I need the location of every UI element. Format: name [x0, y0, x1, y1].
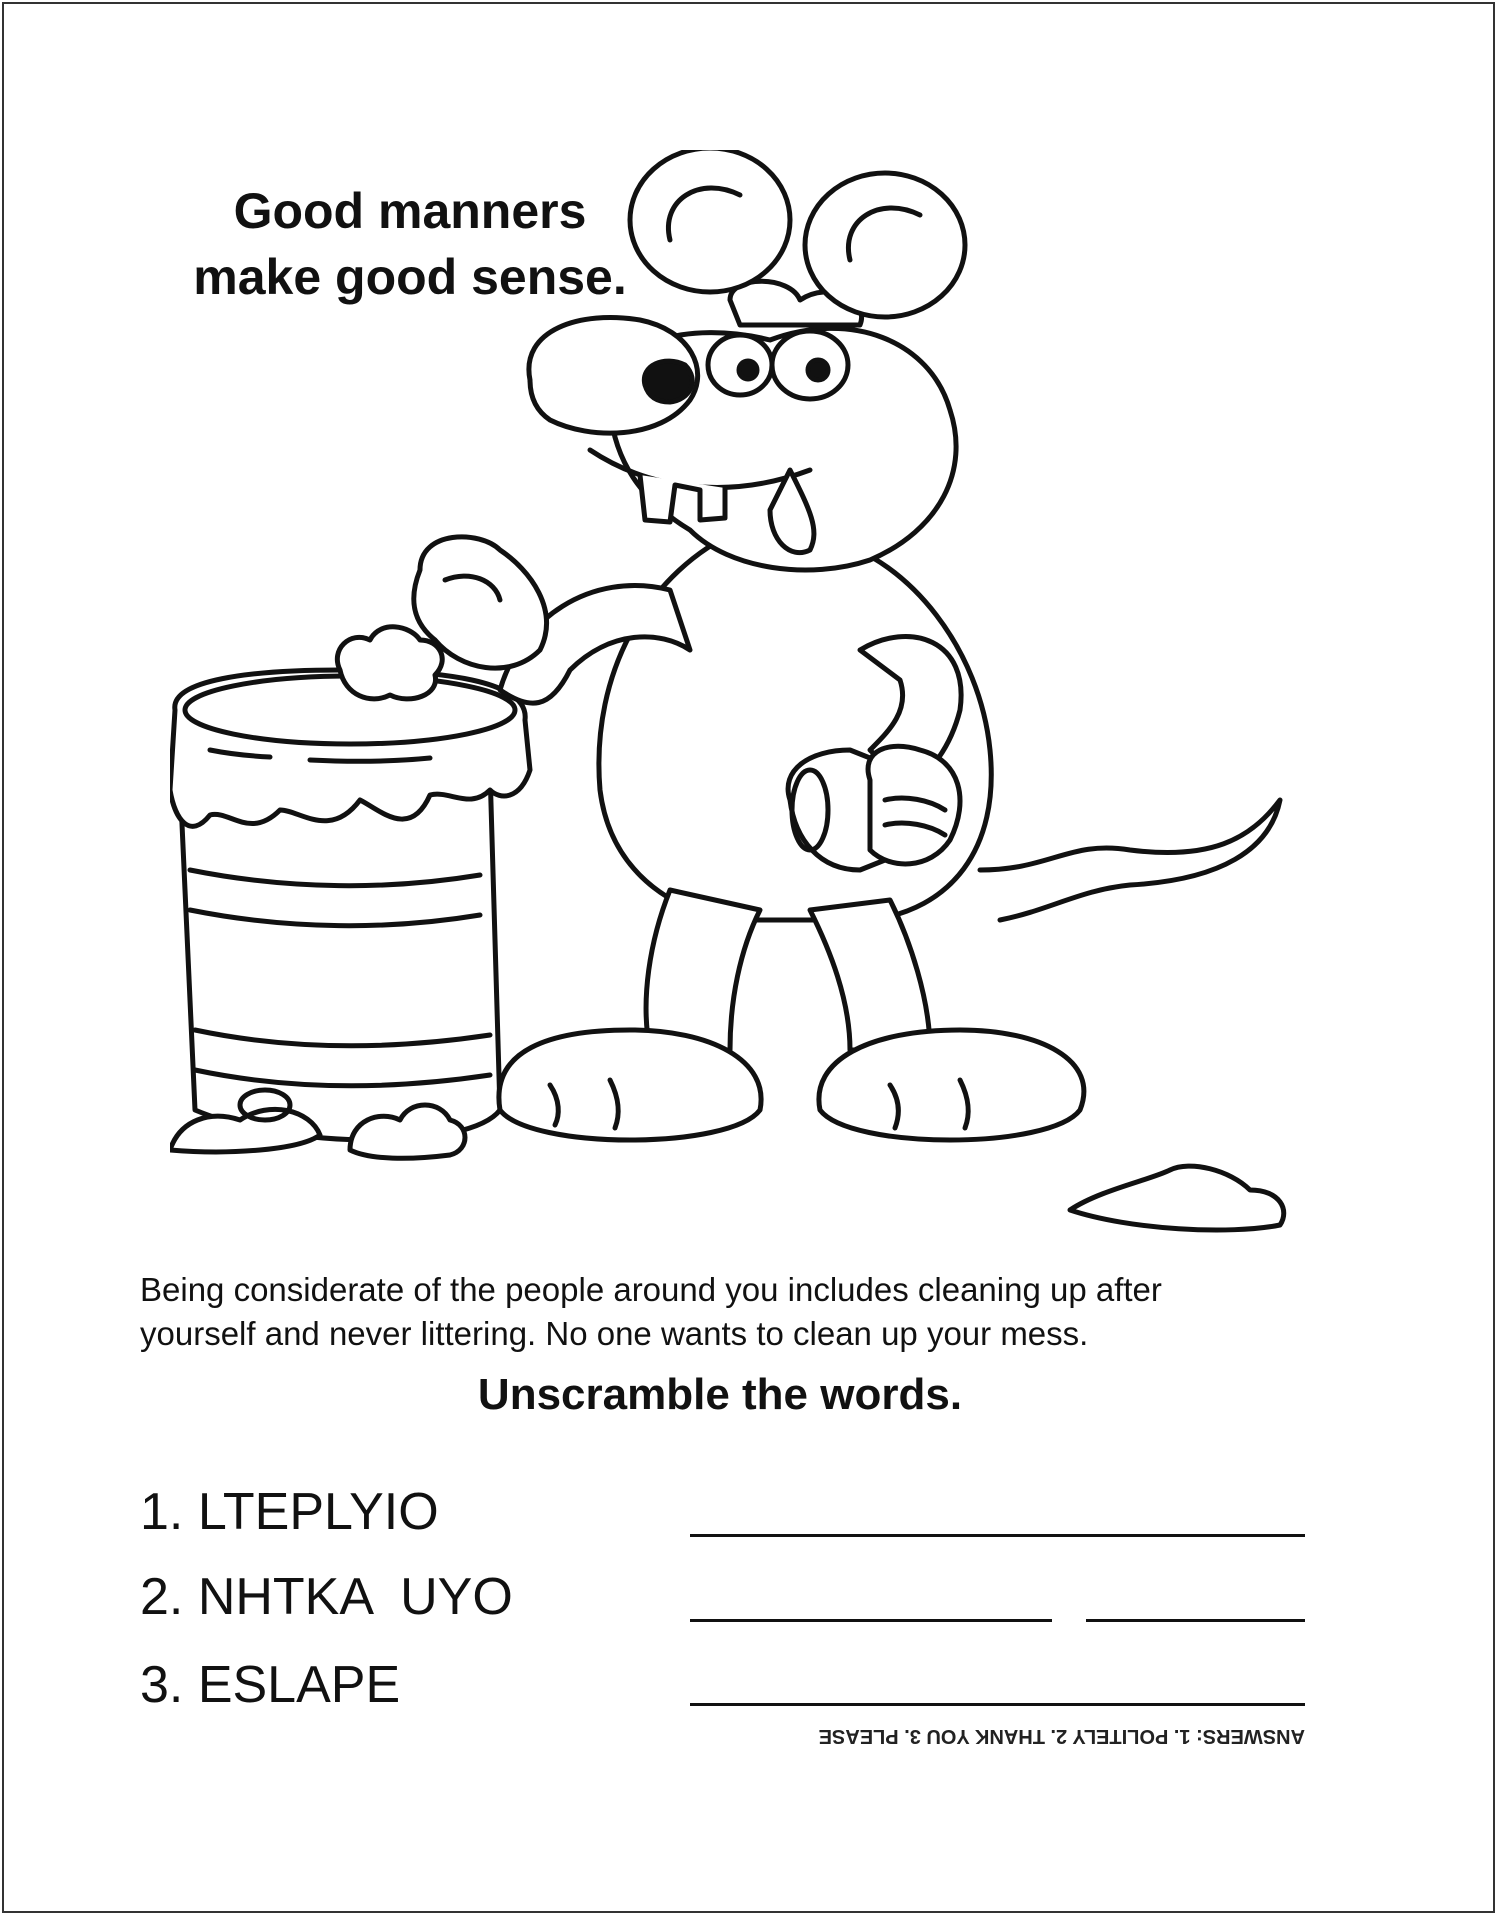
- answer-blank-2a[interactable]: [690, 1619, 1052, 1622]
- litter-right: [1070, 1166, 1284, 1230]
- mouse-nose: [644, 361, 692, 402]
- answer-blank-3[interactable]: [690, 1703, 1305, 1706]
- mouse-left-leg: [646, 890, 760, 1050]
- crumpled-paper: [337, 627, 442, 699]
- puzzle-item-3: 3. ESLAPE: [140, 1656, 401, 1714]
- mouse-left-pupil: [739, 361, 757, 379]
- headline-line-1: Good manners: [233, 183, 587, 239]
- mouse-right-pupil: [808, 360, 828, 380]
- mouse-left-foot: [499, 1030, 761, 1140]
- instruction-heading: Unscramble the words.: [477, 1370, 963, 1419]
- mouse-right-ear: [805, 173, 965, 317]
- mouse-right-foot: [819, 1030, 1084, 1140]
- mouse-tail: [980, 800, 1280, 920]
- puzzle-item-2: 2. NHTKA UYO: [140, 1568, 513, 1626]
- headline-line-2: make good sense.: [193, 249, 627, 305]
- mouse-hip-hand: [868, 746, 960, 864]
- body-paragraph-line-1: Being considerate of the people around you includes cleaning up after: [140, 1271, 1162, 1308]
- mouse-trash-can-illustration: [170, 150, 1370, 1250]
- answer-blank-1[interactable]: [690, 1534, 1305, 1537]
- answer-blank-2b[interactable]: [1086, 1619, 1305, 1622]
- body-paragraph: [140, 1268, 1340, 1356]
- mouse-right-leg: [810, 900, 930, 1050]
- body-paragraph-line-2: yourself and never littering. No one wants to clean up your mess.: [140, 1315, 1089, 1352]
- upside-down-answers: ANSWERS: 1. POLITELY 2. THANK YOU 3. PLEASE: [818, 1725, 1305, 1747]
- mouse-left-ear: [630, 150, 790, 292]
- puzzle-item-1: 1. LTEPLYIO: [140, 1483, 439, 1541]
